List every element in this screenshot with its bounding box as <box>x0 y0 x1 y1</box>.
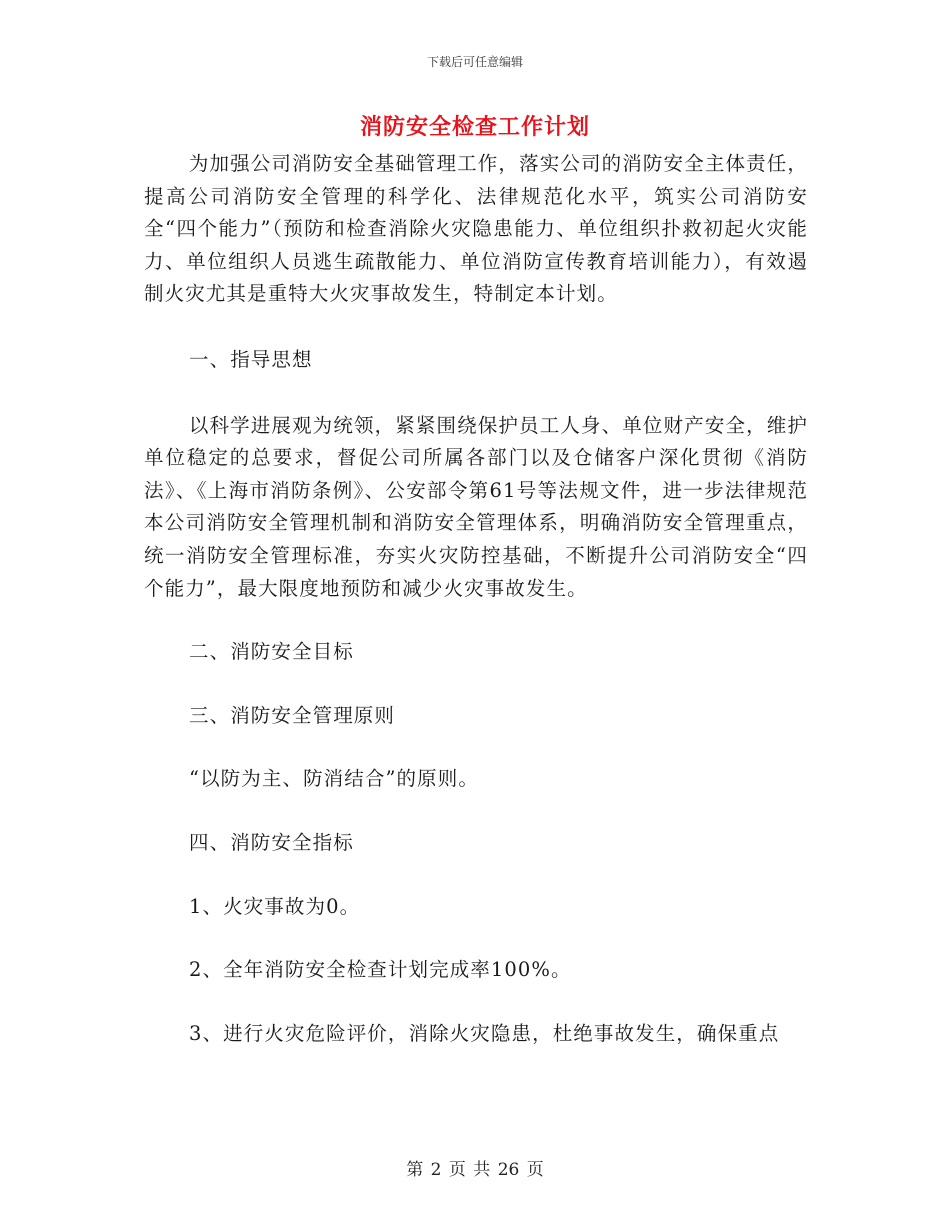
header-note: 下载后可任意编辑 <box>426 55 523 69</box>
indicator-item-1: 1、火灾事故为0。 <box>189 894 361 918</box>
section-heading-management-principles: 三、消防安全管理原则 <box>189 703 396 727</box>
section-heading-safety-indicators: 四、消防安全指标 <box>189 830 354 854</box>
document-body <box>144 148 808 1050</box>
section-heading-guiding-thought: 一、指导思想 <box>189 347 313 371</box>
indicator-item-2: 2、全年消防安全检查计划完成率100%。 <box>189 958 572 982</box>
management-principles-text: “以防为主、防消结合”的原则。 <box>189 767 479 791</box>
guiding-thought-paragraph: 以科学进展观为统领，紧紧围绕保护员工人身、单位财产安全，维护单位稳定的总要求，督促公司所属各部门以及仓储客户深化贯彻《消防法》、《上海市消防条例》、公安部令第61号等法规文件，进一步法律规范本公司消防安全管理机制和消防安全管理体系，明确消防安全管理重点，统一消防安全管理标准，夯实火灾防控基础，不断提升公司消防安全“四个能力”，最大限度地预防和减少火灾事故发生。 <box>144 413 808 600</box>
intro-paragraph: 为加强公司消防安全基础管理工作，落实公司的消防安全主体责任，提高公司消防安全管理的科学化、法律规范化水平，筑实公司消防安全“四个能力”（预防和检查消除火灾隐患能力、单位组织扑救初起火灾能力、单位组织人员逃生疏散能力、单位消防宣传教育培训能力），有效遏制火灾尤其是重特大火灾事故发生，特制定本计划。 <box>144 152 808 306</box>
document-title: 消防安全检查工作计划 <box>359 114 590 140</box>
page-number: 第 2 页 共 26 页 <box>406 1160 544 1180</box>
indicator-item-3: 3、进行火灾危险评价，消除火灾隐患，杜绝事故发生，确保重点 <box>189 1021 780 1045</box>
section-heading-safety-goals: 二、消防安全目标 <box>189 640 354 664</box>
